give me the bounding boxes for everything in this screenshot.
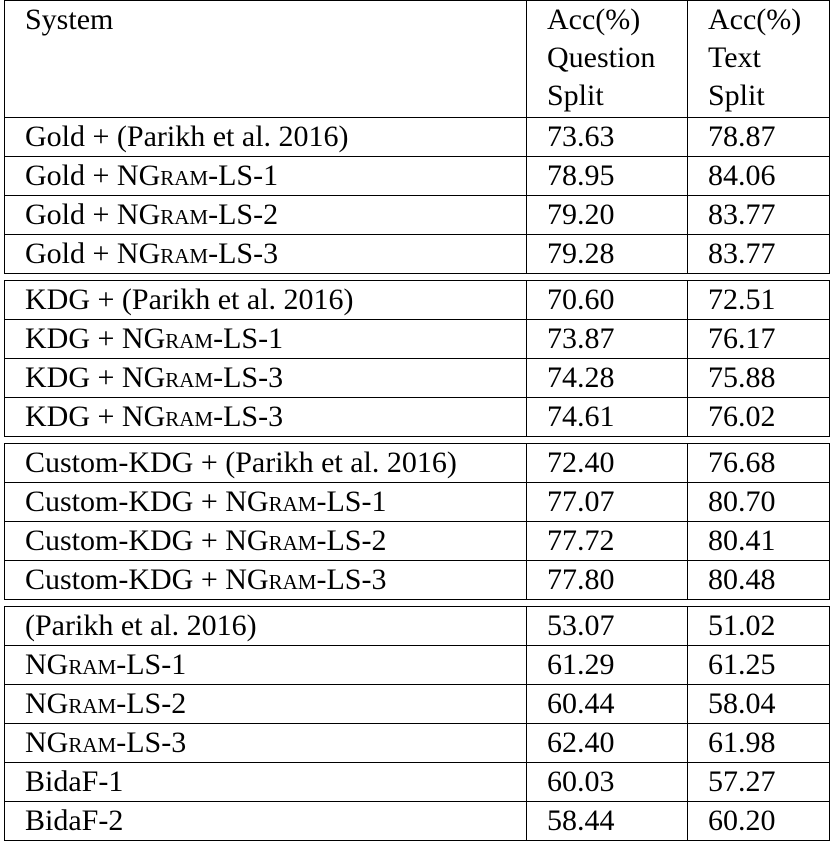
text-split-cell: 80.48 — [688, 561, 830, 600]
text-split-cell: 80.70 — [688, 483, 830, 522]
question-split-cell: 58.44 — [527, 802, 688, 841]
system-cell: KDG + (Parikh et al. 2016) — [5, 281, 527, 320]
table-row — [5, 685, 830, 724]
table-row — [5, 483, 830, 522]
table-row — [5, 235, 830, 274]
small-caps-text: ram — [268, 524, 317, 557]
small-caps-text: ram — [160, 159, 209, 192]
system-cell: Gold + NGram-LS-3 — [5, 235, 527, 274]
text-split-cell: 83.77 — [688, 235, 830, 274]
system-cell: Custom-KDG + NGram-LS-2 — [5, 522, 527, 561]
header-question-line-1: Acc(%) — [547, 3, 641, 36]
question-split-cell: 73.63 — [527, 118, 688, 157]
header-text-line-2: Text — [708, 41, 761, 74]
text-split-cell: 51.02 — [688, 607, 830, 646]
table-row — [5, 802, 830, 841]
system-cell: KDG + NGram-LS-1 — [5, 320, 527, 359]
small-caps-text: ram — [68, 726, 117, 759]
separator-cell — [5, 437, 527, 444]
question-split-cell: 78.95 — [527, 157, 688, 196]
question-split-cell: 53.07 — [527, 607, 688, 646]
system-cell: Gold + NGram-LS-1 — [5, 157, 527, 196]
text-split-cell: 76.68 — [688, 444, 830, 483]
system-cell: Custom-KDG + NGram-LS-1 — [5, 483, 527, 522]
table-row — [5, 359, 830, 398]
text-split-cell: 60.20 — [688, 802, 830, 841]
header-text-line-3: Split — [708, 79, 765, 112]
table-row — [5, 763, 830, 802]
table-row — [5, 157, 830, 196]
text-split-cell: 75.88 — [688, 359, 830, 398]
system-cell: (Parikh et al. 2016) — [5, 607, 527, 646]
system-cell: NGram-LS-1 — [5, 646, 527, 685]
question-split-cell: 77.07 — [527, 483, 688, 522]
system-cell: BidaF-1 — [5, 763, 527, 802]
header-text-line-1: Acc(%) — [708, 3, 802, 36]
separator-cell — [688, 600, 830, 607]
question-split-cell: 79.20 — [527, 196, 688, 235]
small-caps-text: ram — [160, 237, 209, 270]
question-split-cell: 62.40 — [527, 724, 688, 763]
table-row — [5, 561, 830, 600]
text-split-cell: 76.02 — [688, 398, 830, 437]
small-caps-text: ram — [68, 687, 117, 720]
header-question-line-2: Question — [547, 41, 656, 74]
group-separator — [5, 437, 830, 444]
system-cell: NGram-LS-3 — [5, 724, 527, 763]
small-caps-text: ram — [68, 648, 117, 681]
table-row — [5, 522, 830, 561]
header-question-split — [527, 1, 688, 118]
small-caps-text: ram — [165, 361, 214, 394]
separator-cell — [688, 437, 830, 444]
text-split-cell: 57.27 — [688, 763, 830, 802]
separator-cell — [527, 437, 688, 444]
question-split-cell: 73.87 — [527, 320, 688, 359]
table-row — [5, 724, 830, 763]
table-row — [5, 118, 830, 157]
question-split-cell: 79.28 — [527, 235, 688, 274]
header-text-split — [688, 1, 830, 118]
system-cell: Custom-KDG + NGram-LS-3 — [5, 561, 527, 600]
question-split-cell: 60.44 — [527, 685, 688, 724]
separator-cell — [688, 274, 830, 281]
table-row — [5, 444, 830, 483]
question-split-cell: 74.61 — [527, 398, 688, 437]
system-cell: Custom-KDG + (Parikh et al. 2016) — [5, 444, 527, 483]
table-row — [5, 196, 830, 235]
group-separator — [5, 274, 830, 281]
system-cell: KDG + NGram-LS-3 — [5, 398, 527, 437]
system-cell: NGram-LS-2 — [5, 685, 527, 724]
separator-cell — [527, 600, 688, 607]
header-system: System — [5, 1, 527, 118]
results-table — [4, 0, 830, 841]
text-split-cell: 61.25 — [688, 646, 830, 685]
header-row — [5, 1, 830, 118]
header-question-line-3: Split — [547, 79, 604, 112]
group-separator — [5, 600, 830, 607]
text-split-cell: 80.41 — [688, 522, 830, 561]
question-split-cell: 60.03 — [527, 763, 688, 802]
table-row — [5, 281, 830, 320]
table-row — [5, 320, 830, 359]
table-row — [5, 646, 830, 685]
question-split-cell: 74.28 — [527, 359, 688, 398]
table-row — [5, 398, 830, 437]
text-split-cell: 83.77 — [688, 196, 830, 235]
question-split-cell: 77.72 — [527, 522, 688, 561]
small-caps-text: ram — [268, 563, 317, 596]
system-cell: KDG + NGram-LS-3 — [5, 359, 527, 398]
separator-cell — [5, 274, 527, 281]
text-split-cell: 58.04 — [688, 685, 830, 724]
small-caps-text: ram — [165, 322, 214, 355]
separator-cell — [5, 600, 527, 607]
text-split-cell: 76.17 — [688, 320, 830, 359]
question-split-cell: 61.29 — [527, 646, 688, 685]
separator-cell — [527, 274, 688, 281]
text-split-cell: 61.98 — [688, 724, 830, 763]
table-row — [5, 607, 830, 646]
question-split-cell: 77.80 — [527, 561, 688, 600]
small-caps-text: ram — [268, 485, 317, 518]
system-cell: Gold + NGram-LS-2 — [5, 196, 527, 235]
question-split-cell: 70.60 — [527, 281, 688, 320]
text-split-cell: 84.06 — [688, 157, 830, 196]
text-split-cell: 72.51 — [688, 281, 830, 320]
table-body — [5, 118, 830, 841]
system-cell: Gold + (Parikh et al. 2016) — [5, 118, 527, 157]
small-caps-text: ram — [165, 400, 214, 433]
small-caps-text: ram — [160, 198, 209, 231]
text-split-cell: 78.87 — [688, 118, 830, 157]
system-cell: BidaF-2 — [5, 802, 527, 841]
question-split-cell: 72.40 — [527, 444, 688, 483]
